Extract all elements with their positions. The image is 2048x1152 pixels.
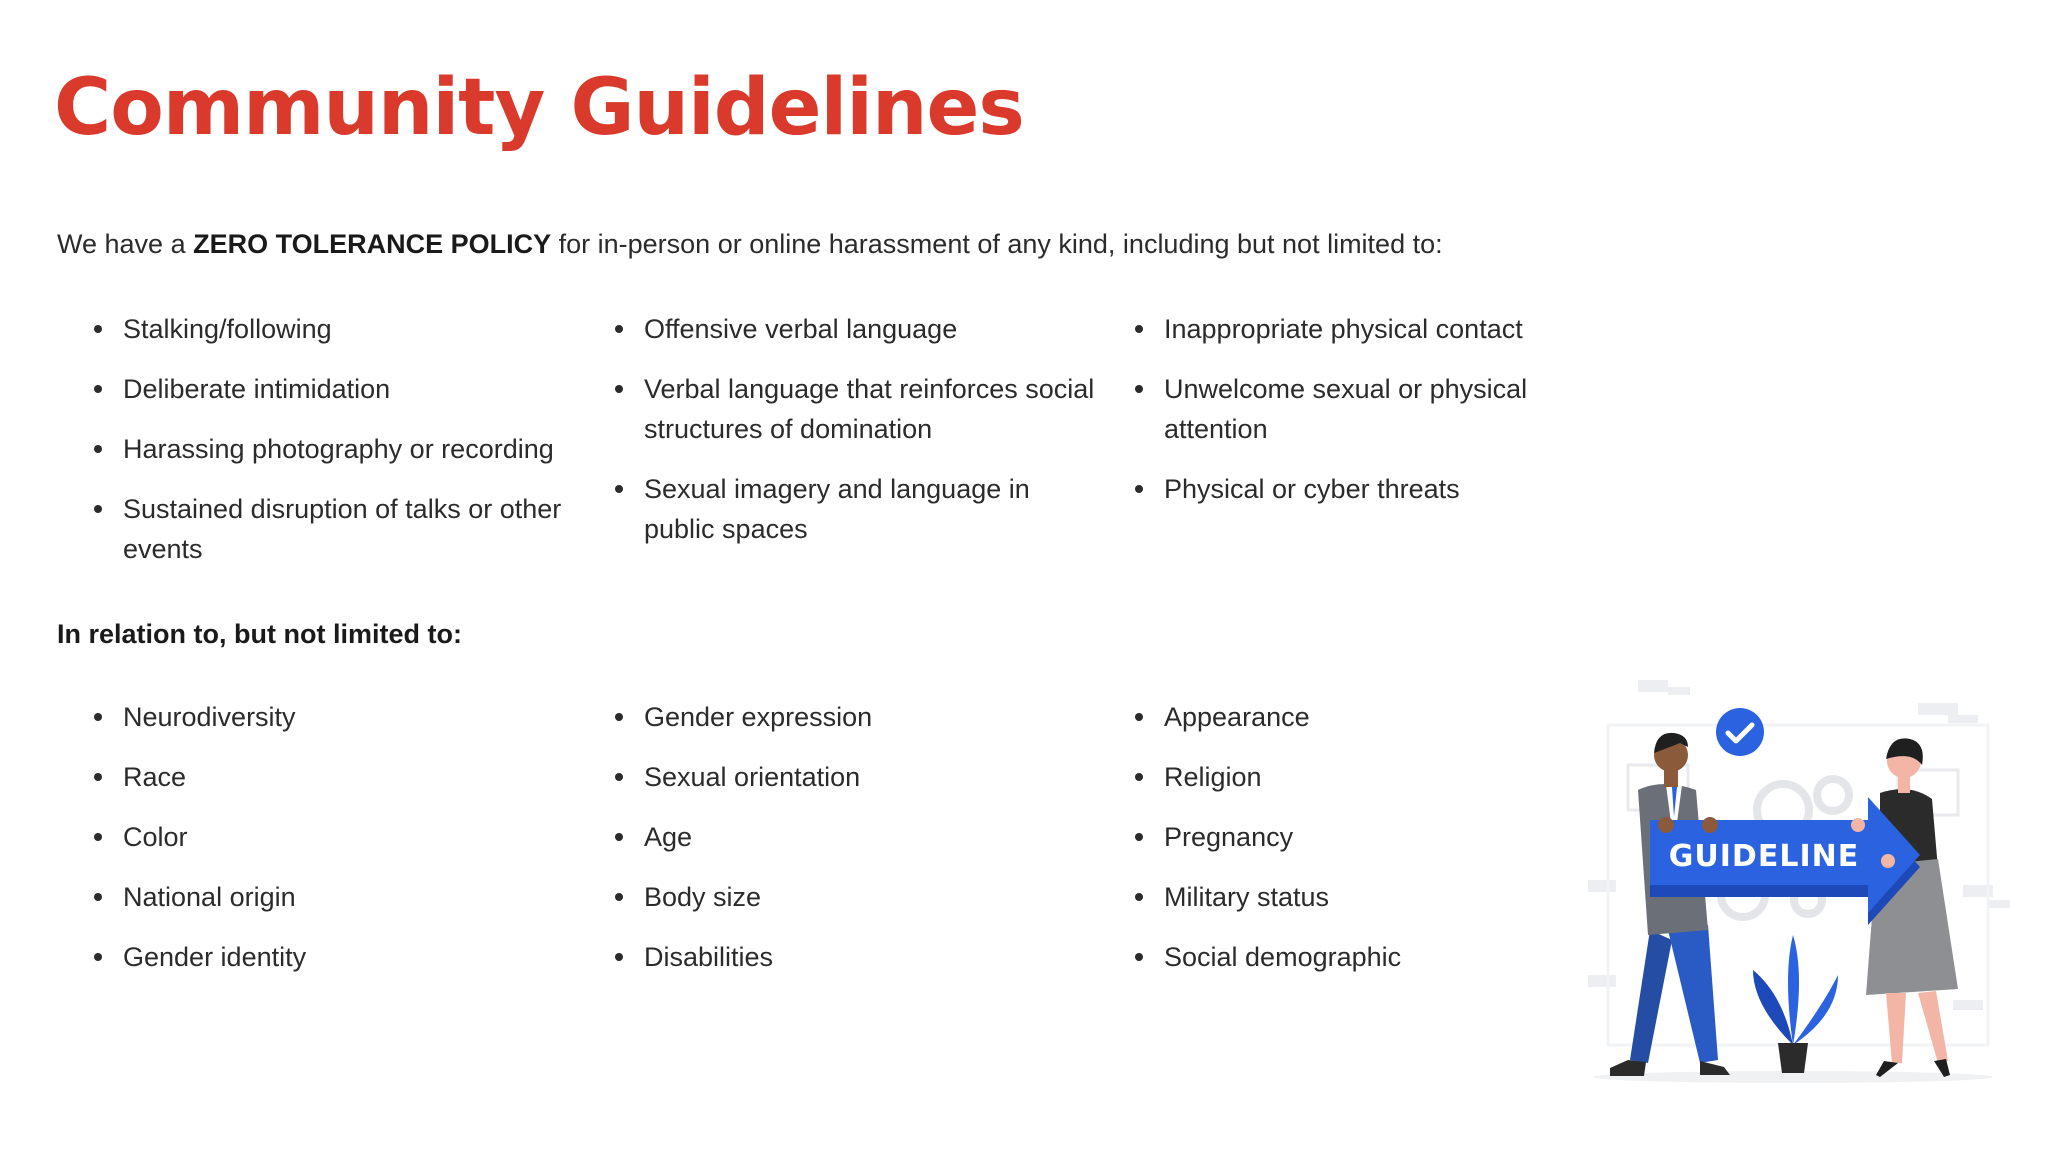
list-item: Sexual imagery and language in public spaces — [578, 469, 1098, 549]
intro-suffix: for in-person or online harassment of any kind, including but not limited to: — [551, 229, 1443, 259]
guideline-illustration — [1568, 675, 2018, 1085]
list-item: Verbal language that reinforces social structures of domination — [578, 369, 1098, 449]
zero-tolerance-emphasis: ZERO TOLERANCE POLICY — [193, 229, 552, 259]
intro-prefix: We have a — [57, 229, 194, 259]
list-item: Inappropriate physical contact — [1098, 309, 1618, 349]
zero-tolerance-statement — [57, 227, 1443, 261]
list-item: Harassing photography or recording — [57, 429, 577, 469]
list-item: Body size — [578, 877, 1098, 917]
list-item: Gender identity — [57, 937, 577, 977]
list-item: National origin — [57, 877, 577, 917]
list-item: Physical or cyber threats — [1098, 469, 1618, 509]
list-item: Military status — [1098, 877, 1618, 917]
sign-text: GUIDELINE — [1668, 839, 1860, 874]
relation-list-col2 — [578, 697, 1098, 997]
list-item: Disabilities — [578, 937, 1098, 977]
list-item: Appearance — [1098, 697, 1618, 737]
list-item: Sustained disruption of talks or other events — [57, 489, 577, 569]
harassment-list-col3 — [1098, 309, 1618, 529]
harassment-list-col2 — [578, 309, 1098, 569]
list-item: Deliberate intimidation — [57, 369, 577, 409]
list-item: Stalking/following — [57, 309, 577, 349]
list-item: Gender expression — [578, 697, 1098, 737]
relation-heading: In relation to, but not limited to: — [57, 619, 462, 649]
list-item: Pregnancy — [1098, 817, 1618, 857]
plant-icon — [1753, 935, 1838, 1073]
list-item: Sexual orientation — [578, 757, 1098, 797]
check-badge-icon — [1716, 708, 1764, 756]
list-item: Color — [57, 817, 577, 857]
list-item: Age — [578, 817, 1098, 857]
list-item: Race — [57, 757, 577, 797]
list-item: Religion — [1098, 757, 1618, 797]
list-item: Social demographic — [1098, 937, 1618, 977]
page-title: Community Guidelines — [54, 63, 1024, 153]
list-item: Neurodiversity — [57, 697, 577, 737]
list-item: Unwelcome sexual or physical attention — [1098, 369, 1618, 449]
harassment-list-col1 — [57, 309, 577, 589]
list-item: Offensive verbal language — [578, 309, 1098, 349]
relation-list-col1 — [57, 697, 577, 997]
relation-list-col3 — [1098, 697, 1618, 997]
